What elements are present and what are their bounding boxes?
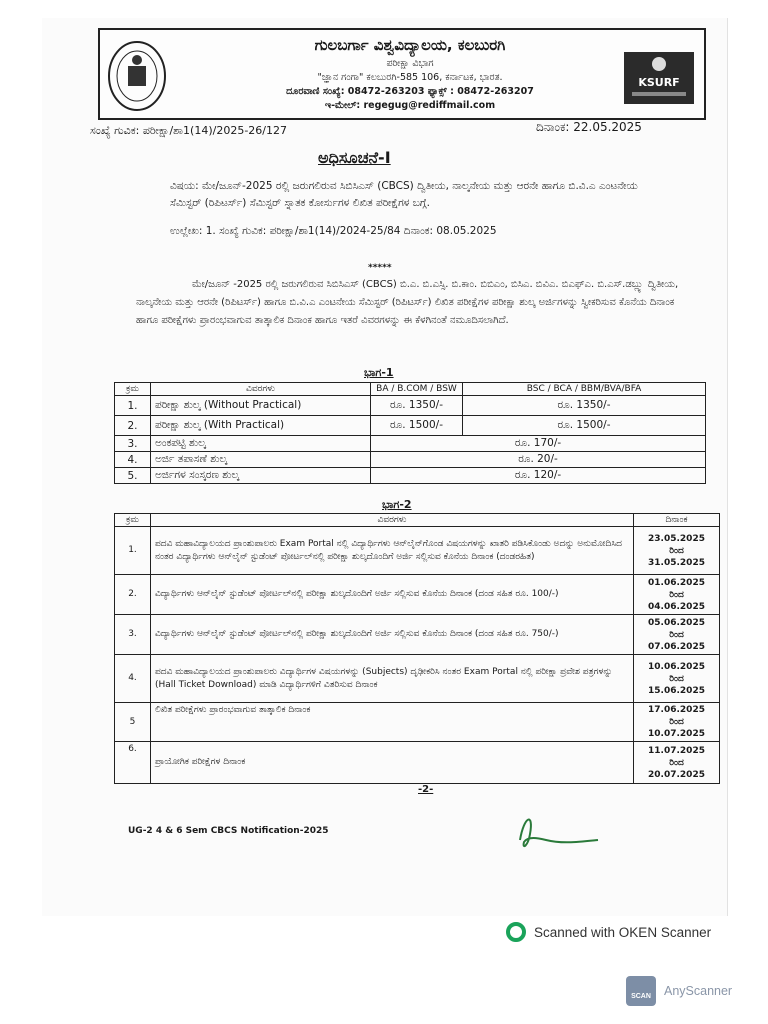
table-row xyxy=(115,703,720,742)
university-emblem-icon xyxy=(106,38,168,114)
fee-ba-bcom: ರೂ. 1350/- xyxy=(371,396,463,416)
row-desc: ಪರೀಕ್ಷಾ ಶುಲ್ಕ (Without Practical) xyxy=(151,396,371,416)
oken-text: Scanned with OKEN Scanner xyxy=(534,924,712,940)
column-header: ವಿವರಗಳು xyxy=(151,514,634,527)
table-row xyxy=(115,452,706,468)
table-row xyxy=(115,436,706,452)
fee-common: ರೂ. 20/- xyxy=(371,452,706,468)
anyscanner-watermark xyxy=(626,976,732,1006)
table-row xyxy=(115,575,720,615)
date-to: 20.07.2025 xyxy=(648,769,705,780)
date-connector: ರಿಂದ xyxy=(669,757,684,768)
table-row xyxy=(115,396,706,416)
separator-stars: ***** xyxy=(368,263,392,273)
date-from: 10.06.2025 xyxy=(648,661,705,672)
ksurf-logo-icon xyxy=(624,52,694,104)
page-title: ಅಧಿಸೂಚನೆ-I xyxy=(318,148,391,167)
date-connector: ರಿಂದ xyxy=(669,673,684,684)
reference: ಉಲ್ಲೇಖ: 1. ಸಂಖ್ಯೆ ಗುವಿಕ: ಪರೀಕ್ಷಾ/ಶಾ1(14)/2024-25/84 ದಿನಾಂಕ: 08.05.2025 xyxy=(170,225,497,237)
row-desc: ವಿದ್ಯಾರ್ಥಿಗಳು ಆನ್‌ಲೈನ್ ಸ್ಟುಡೆಂಟ್ ಪೋರ್ಟಲ್‌ನಲ್ಲಿ ಪರೀಕ್ಷಾ ಶುಲ್ಕದೊಂದಿಗೆ ಅರ್ಜಿ ಸಲ್ಲಿಸುವ ಕೊನೆಯ ದಿನಾಂಕ (ದಂಡ ಸಹಿತ ರೂ. 100/-) xyxy=(151,575,634,615)
column-header: ಕ್ರಮ xyxy=(115,514,151,527)
oken-watermark xyxy=(506,922,711,942)
date-range xyxy=(634,575,720,615)
row-number: 4. xyxy=(115,452,151,468)
date-range xyxy=(634,742,720,784)
row-number: 5. xyxy=(115,468,151,484)
subject: ವಿಷಯ: ಮೇ/ಜೂನ್-2025 ರಲ್ಲಿ ಜರುಗಲಿರುವ ಸಿಬಿಸಿಎಸ್ (CBCS) ದ್ವಿತೀಯ, ನಾಲ್ಕನೇಯ ಮತ್ತು ಆರನೇ ಹಾಗೂ ಬಿ.ವಿ.ಎ ಎಂಟನೇಯ ಸೆಮಿಸ್ಟರ್ (ರಿಪಿಟರ್ಸ್) ಸೆಮಿಸ್ಟರ್ ಸ್ನಾತಕ ಕೋರ್ಸುಗಳ ಲಿಖಿತ ಪರೀಕ್ಷೆಗಳ ಬಗ್ಗೆ. xyxy=(170,180,638,209)
part1-label: ಭಾಗ-1 xyxy=(364,366,394,379)
date-connector: ರಿಂದ xyxy=(669,589,684,600)
date-to: 10.07.2025 xyxy=(648,729,705,739)
row-desc: ಪದವಿ ಮಹಾವಿದ್ಯಾಲಯದ ಪ್ರಾಂಶುಪಾಲರು Exam Portal ನಲ್ಲಿ ವಿದ್ಯಾರ್ಥಿಗಳು ಆನ್‌ಲೈನ್‌ಗೊಂಡ ವಿಷಯಗಳನ್ನು ಖಾತರಿ ಪಡಿಸಿಕೊಂಡು ಅದನ್ನು ಅನುಮೋದಿಸಿದ ನಂತರ ವಿದ್ಯಾರ್ಥಿಗಳು ಆನ್‌ಲೈನ್ ಸ್ಟುಡೆಂಟ್ ಪೋರ್ಟಲ್‌ನಲ್ಲಿ ಪರೀಕ್ಷಾ ಶುಲ್ಕದೊಂದಿಗೆ ಅರ್ಜಿ ಸಲ್ಲಿಸುವ ಕೊನೆಯ ದಿನಾಂಕ (ದಂಡರಹಿತ) xyxy=(151,527,634,575)
date-from: 17.06.2025 xyxy=(648,705,705,715)
fee-bsc-bca: ರೂ. 1350/- xyxy=(463,396,706,416)
table-header-row xyxy=(115,514,720,527)
column-header: BSC / BCA / BBM/BVA/BFA xyxy=(463,383,706,396)
row-desc: ಅರ್ಜಿ ತಪಾಸಣೆ ಶುಲ್ಕ xyxy=(151,452,371,468)
column-header: ವಿವರಗಳು xyxy=(151,383,371,396)
date-connector: ರಿಂದ xyxy=(669,545,684,556)
anyscanner-text: AnyScanner xyxy=(664,984,733,998)
row-number: 3. xyxy=(115,436,151,452)
fee-table xyxy=(114,382,706,484)
fee-common: ರೂ. 120/- xyxy=(371,468,706,484)
date-range xyxy=(634,615,720,655)
row-desc: ಪ್ರಾಯೋಗಿಕ ಪರೀಕ್ಷೆಗಳ ದಿನಾಂಕ xyxy=(151,742,634,784)
row-number: 1. xyxy=(115,527,151,575)
row-desc: ಲಿಖಿತ ಪರೀಕ್ಷೆಗಳು ಪ್ರಾರಂಭವಾಗುವ ತಾತ್ಕಾಲಿಕ ದಿನಾಂಕ xyxy=(151,703,634,742)
date-range xyxy=(634,655,720,703)
page-number: -2- xyxy=(418,784,434,795)
date-to: 04.06.2025 xyxy=(648,601,705,612)
table-row xyxy=(115,655,720,703)
address: "ಜ್ಞಾನ ಗಂಗಾ" ಕಲಬುರಗಿ-585 106, ಕರ್ನಾಟಕ, ಭಾರತ. xyxy=(317,72,503,83)
email: ಇ-ಮೇಲ್: regegug@rediffmail.com xyxy=(324,100,496,111)
fee-bsc-bca: ರೂ. 1500/- xyxy=(463,416,706,436)
row-number: 4. xyxy=(115,655,151,703)
table-header-row xyxy=(115,383,706,396)
date-from: 11.07.2025 xyxy=(648,745,705,756)
row-number: 2. xyxy=(115,416,151,436)
row-number: 5 xyxy=(115,703,151,742)
notification-date: ದಿನಾಂಕ: 22.05.2025 xyxy=(536,120,642,134)
row-desc: ಪದವಿ ಮಹಾವಿದ್ಯಾಲಯದ ಪ್ರಾಂಶುಪಾಲರು ವಿದ್ಯಾರ್ಥಿಗಳ ವಿಷಯಗಳನ್ನು (Subjects) ದೃಢೀಕರಿಸಿ ನಂತರ Exam Portal ನಲ್ಲಿ ಪರೀಕ್ಷಾ ಪ್ರವೇಶ ಪತ್ರಗಳನ್ನು (Hall Ticket Download) ಮಾಡಿ ವಿದ್ಯಾರ್ಥಿಗಳಿಗೆ ವಿತರಿಸುವ ದಿನಾಂಕ xyxy=(151,655,634,703)
date-to: 15.06.2025 xyxy=(648,685,705,696)
row-number: 6. xyxy=(115,742,151,784)
column-header: BA / B.COM / BSW xyxy=(371,383,463,396)
table-row xyxy=(115,527,720,575)
row-number: 2. xyxy=(115,575,151,615)
letterhead xyxy=(98,28,706,120)
date-range xyxy=(634,527,720,575)
university-name: ಗುಲಬರ್ಗಾ ವಿಶ್ವವಿದ್ಯಾಲಯ, ಕಲಬುರಗಿ xyxy=(314,36,506,54)
reference-number: ಸಂಖ್ಯೆ ಗುವಿಕ: ಪರೀಕ್ಷಾ/ಶಾ1(14)/2025-26/127 xyxy=(90,124,288,137)
table-row xyxy=(115,615,720,655)
table-row xyxy=(115,742,720,784)
date-from: 05.06.2025 xyxy=(648,617,705,628)
table-row xyxy=(115,468,706,484)
date-connector: ರಿಂದ xyxy=(669,717,684,727)
signature-icon xyxy=(512,806,602,856)
phone-fax: ದೂರವಾಣಿ ಸಂಖ್ಯೆ: 08472-263203 ಫ್ಯಾಕ್ಸ್ : 08472-263207 xyxy=(286,86,534,97)
scanned-page xyxy=(42,18,728,916)
row-number: 3. xyxy=(115,615,151,655)
anyscanner-logo-icon: SCAN xyxy=(626,976,656,1006)
row-desc: ವಿದ್ಯಾರ್ಥಿಗಳು ಆನ್‌ಲೈನ್ ಸ್ಟುಡೆಂಟ್ ಪೋರ್ಟಲ್‌ನಲ್ಲಿ ಪರೀಕ್ಷಾ ಶುಲ್ಕದೊಂದಿಗೆ ಅರ್ಜಿ ಸಲ್ಲಿಸುವ ಕೊನೆಯ ದಿನಾಂಕ (ದಂಡ ಸಹಿತ ರೂ. 750/-) xyxy=(151,615,634,655)
column-header: ದಿನಾಂಕ xyxy=(634,514,720,527)
row-desc: ಅಂಕಪಟ್ಟಿ ಶುಲ್ಕ xyxy=(151,436,371,452)
row-desc: ಅರ್ಜಿಗಳ ಸಂಸ್ಕರಣ ಶುಲ್ಕ xyxy=(151,468,371,484)
date-from: 23.05.2025 xyxy=(648,533,705,544)
fee-ba-bcom: ರೂ. 1500/- xyxy=(371,416,463,436)
schedule-table xyxy=(114,513,720,784)
table-row xyxy=(115,416,706,436)
date-from: 01.06.2025 xyxy=(648,577,705,588)
oken-logo-icon xyxy=(506,922,526,942)
row-number: 1. xyxy=(115,396,151,416)
date-connector: ರಿಂದ xyxy=(669,629,684,640)
column-header: ಕ್ರಮ xyxy=(115,383,151,396)
date-to: 07.06.2025 xyxy=(648,641,705,652)
date-to: 31.05.2025 xyxy=(648,557,705,568)
part2-label: ಭಾಗ-2 xyxy=(382,498,412,511)
footer-note: UG-2 4 & 6 Sem CBCS Notification-2025 xyxy=(128,826,329,836)
department: ಪರೀಕ್ಷಾ ವಿಭಾಗ xyxy=(386,58,434,69)
ksurf-logo-text: KSURF xyxy=(638,76,680,89)
fee-common: ರೂ. 170/- xyxy=(371,436,706,452)
date-range xyxy=(634,703,720,742)
row-desc: ಪರೀಕ್ಷಾ ಶುಲ್ಕ (With Practical) xyxy=(151,416,371,436)
body-paragraph: ಮೇ/ಜೂನ್ -2025 ರಲ್ಲಿ ಜರುಗಲಿರುವ ಸಿಬಿಸಿಎಸ್ (CBCS) ಬಿ.ಎ. ಬಿ.ಎಸ್ಸಿ. ಬಿ.ಕಾಂ. ಬಿಬಿಎಂ, ಬಿಸಿಎ. ಬಿವಿಎ. ಬಿಎಫ್ಎ. ಬಿ.ಎಸ್.ಡಬ್ಲ್ಯು ದ್ವಿತೀಯ, ನಾಲ್ಕನೇಯ ಮತ್ತು ಆರನೇ (ರಿಪಿಟರ್ಸ್) ಹಾಗೂ ಬಿ.ವಿ.ಎ ಎಂಟನೇಯ ಸೆಮಿಸ್ಟರ್ (ರಿಪಿಟರ್ಸ್) ಲಿಖಿತ ಪರೀಕ್ಷೆಗಳ ಪರೀಕ್ಷಾ ಶುಲ್ಕ ಅರ್ಜಿಗಳನ್ನು ಸ್ವೀಕರಿಸುವ ಕೊನೆಯ ದಿನಾಂಕ ಹಾಗೂ ಪರೀಕ್ಷೆಗಳು ಪ್ರಾರಂಭವಾಗುವ ತಾತ್ಕಾಲಿಕ ದಿನಾಂಕ ಹಾಗೂ ಇತರೆ ವಿವರಗಳನ್ನು ಈ ಕೆಳಗಿನಂತೆ ನಮೂದಿಸಲಾಗಿದೆ. xyxy=(136,279,679,326)
